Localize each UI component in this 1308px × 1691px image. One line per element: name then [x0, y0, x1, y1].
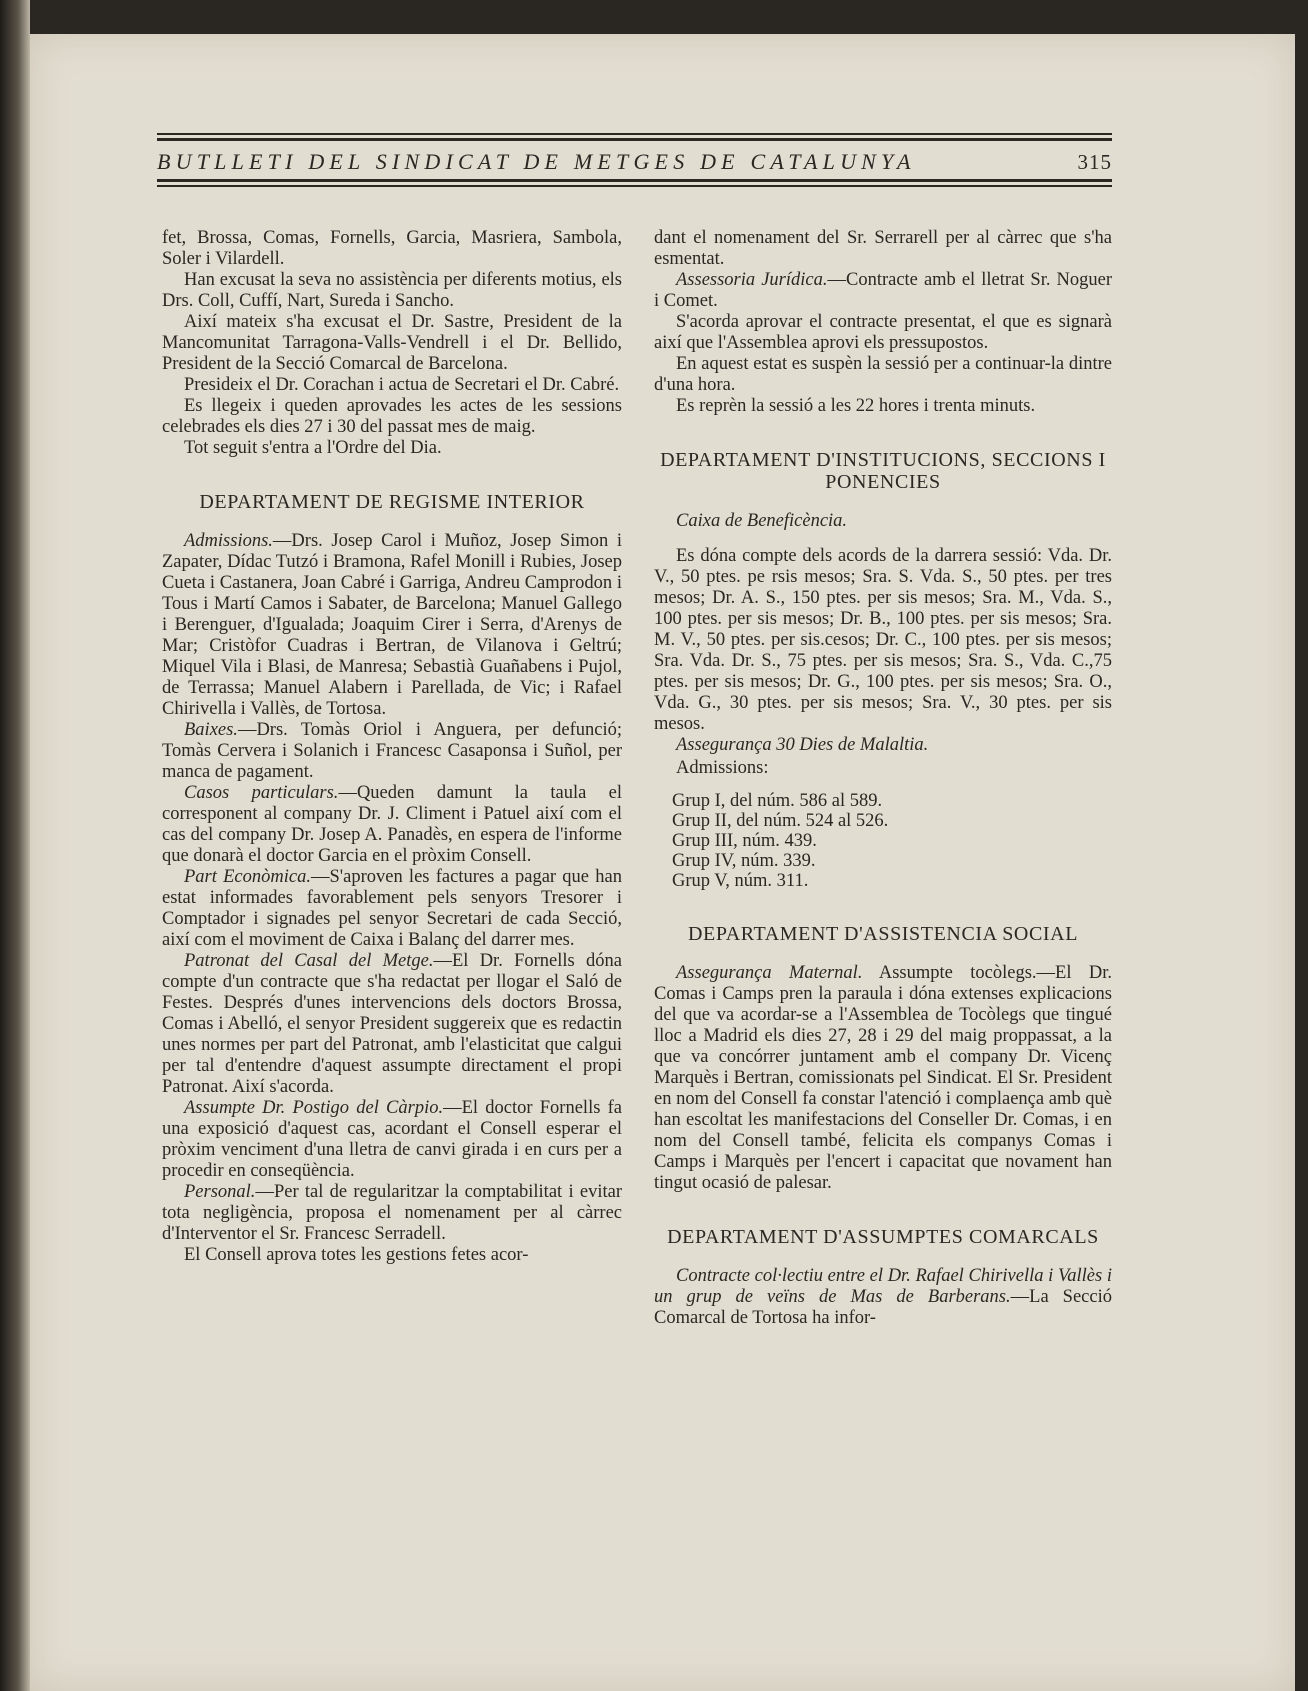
section-heading: DEPARTAMENT D'INSTITUCIONS, SECCIONS I PONENCIES — [660, 449, 1106, 493]
paragraph: Així mateix s'ha excusat el Dr. Sastre, President de la Mancomunitat Tarragona-Valls-Vendrell i el Dr. Bellido, President de la Secció Comarcal de Barcelona. — [162, 312, 622, 374]
run-in-label: Part Econòmica. — [184, 867, 311, 887]
run-in-label: Patronat del Casal del Metge. — [184, 951, 434, 971]
list-item: Grup V, núm. 311. — [672, 871, 809, 891]
list-item: Grup IV, núm. 339. — [672, 851, 816, 871]
left-column — [162, 228, 622, 1266]
paragraph-personal — [162, 1182, 622, 1245]
run-in-label: Personal. — [184, 1182, 256, 1202]
subsection-title: Assegurança 30 Dies de Malaltia. — [676, 735, 929, 755]
paragraph: dant el nomenament del Sr. Serrarell per al càrrec que s'ha esmentat. — [654, 228, 1112, 269]
paragraph-part-economica — [162, 867, 622, 951]
page-binding — [0, 0, 30, 1691]
running-header — [157, 133, 1112, 191]
paragraph-assumpte — [162, 1098, 622, 1182]
section-heading: DEPARTAMENT D'ASSUMPTES COMARCALS — [667, 1226, 1099, 1248]
paragraph-text: —Per tal de regularitzar la comptabilitat i evitar tota negligència, proposa el nomenament per al càrrec d'Interventor el Sr. Francesc Serradell. — [162, 1182, 622, 1244]
header-rule-top — [157, 133, 1112, 135]
run-in-label: Assegurança Maternal. — [676, 963, 863, 983]
paragraph-patronat — [162, 951, 622, 1098]
header-rule-bottom-thick — [157, 179, 1112, 182]
paragraph-text: —El Dr. Fornells dóna compte d'un contracte que s'ha redactat per llogar el Saló de Festes. Després d'unes intervencions dels doctors Brossa, Comas i Abelló, el senyor President suggereix que es redactin unes normes per part del Patronat, amb l'elasticitat que calgui per tal d'entendre d'aquest assumpte directament el propi Patronat. Així s'acorda. — [162, 951, 622, 1097]
right-column — [654, 228, 1112, 1329]
paragraph: Es llegeix i queden aprovades les actes de les sessions celebrades els dies 27 i 30 del passat mes de maig. — [162, 396, 622, 437]
list-label: Admissions: — [676, 758, 769, 778]
subsection-title: Caixa de Beneficència. — [676, 511, 848, 531]
paragraph: fet, Brossa, Comas, Fornells, Garcia, Masriera, Sambola, Soler i Vilardell. — [162, 228, 622, 269]
run-in-label: Casos particulars. — [184, 783, 339, 803]
paragraph-assessoria — [654, 270, 1112, 312]
header-rule-top-thick — [157, 138, 1112, 141]
paragraph: Tot seguit s'entra a l'Ordre del Dia. — [184, 438, 442, 458]
journal-title: BUTLLETI DEL SINDICAT DE METGES DE CATALUNYA — [157, 149, 916, 174]
paragraph-admissions — [162, 531, 622, 720]
header-rule-bottom — [157, 185, 1112, 187]
run-in-label: Admissions. — [184, 531, 273, 551]
paragraph-text: —Drs. Tomàs Oriol i Anguera, per defunció; Tomàs Cervera i Solanich i Francesc Casaponsa i Suñol, per manca de pagament. — [162, 720, 622, 782]
page-number: 315 — [1077, 150, 1112, 174]
paragraph-text: —Drs. Josep Carol i Muñoz, Josep Simon i Zapater, Dídac Tutzó i Bramona, Rafel Monill i Rubies, Josep Cueta i Castanera, Joan Cabré i Garriga, Andreu Camprodon i Tous i Martí Camos i Sabater, de Barcelona; Manuel Gallego i Berenguer, d'Igualada; Joaquim Cirer i Serra, d'Arenys de Mar; Cristòfor Cuadras i Bertran, de Vilanova i Geltrú; Miquel Vila i Blasi, de Manresa; Sebastià Guañabens i Pujol, de Terrassa; Manuel Alabern i Parellada, de Vic; i Rafael Chirivella i Vallès, de Tortosa. — [162, 531, 622, 719]
list-item: Grup III, núm. 439. — [672, 831, 817, 851]
paragraph-text: Assumpte tocòlegs.—El Dr. Comas i Camps pren la paraula i dóna extenses explicacions del que va acordar-se a l'Assemblea de Tocòlegs que tingué lloc a Madrid els dies 27, 28 i 29 del maig proppassat, a la que va concórrer juntament amb el company Dr. Vicenç Marquès i Bertran, comissionats pel Sindicat. El Sr. President en nom del Consell fa constar l'atenció i complaença amb què han escoltat les manifestacions del Conseller Dr. Comas, i en nom del Consell també, felicita els companys Comas i Camps i Marquès per l'encert i capacitat que novament han tingut ocasió de palesar. — [654, 963, 1112, 1193]
paragraph-baixes — [162, 720, 622, 783]
paragraph: El Consell aprova totes les gestions fetes acor- — [184, 1245, 529, 1265]
paragraph-text: —Queden damunt la taula el corresponent al company Dr. J. Climent i Patuel així com el cas del company Dr. Josep A. Panadès, en espera de l'informe que donarà el doctor Garcia en el pròxim Consell. — [162, 783, 622, 866]
run-in-label: Contracte col·lectiu entre el Dr. Rafael Chirivella i Vallès i un grup de veïns de Mas de Barberans. — [654, 1266, 1112, 1307]
paragraph: Es reprèn la sessió a les 22 hores i trenta minuts. — [676, 396, 1036, 416]
paragraph-text: —La Secció Comarcal de Tortosa ha infor- — [654, 1287, 1112, 1328]
group-list — [672, 791, 1112, 891]
paragraph: S'acorda aprovar el contracte presentat, el que es signarà així que l'Assemblea aprovi els pressupostos. — [654, 312, 1112, 353]
paragraph: Presideix el Dr. Corachan i actua de Secretari el Dr. Cabré. — [184, 375, 620, 395]
run-in-label: Assessoria Jurídica. — [676, 270, 828, 290]
paragraph-text: —S'aproven les factures a pagar que han estat informades favorablement pels senyors Tresorer i Comptador i signades pel senyor Secretari de cada Secció, així com el moviment de Caixa i Balanç del darrer mes. — [162, 867, 622, 950]
run-in-label: Assumpte Dr. Postigo del Càrpio. — [184, 1098, 444, 1118]
list-item: Grup I, del núm. 586 al 589. — [672, 791, 883, 811]
section-heading: DEPARTAMENT D'ASSISTENCIA SOCIAL — [687, 923, 1079, 945]
section-heading: DEPARTAMENT DE REGISME INTERIOR — [199, 491, 585, 513]
paragraph-text: —Contracte amb el lletrat Sr. Noguer i Comet. — [654, 270, 1112, 311]
paragraph-maternal — [654, 963, 1112, 1194]
list-item: Grup II, del núm. 524 al 526. — [672, 811, 889, 831]
paragraph-text: —El doctor Fornells fa una exposició d'aquest cas, acordant el Consell esperar el pròxim venciment d'una lletra de canvi girada i en curs per a procedir en conseqüència. — [162, 1098, 623, 1181]
paragraph: Es dóna compte dels acords de la darrera sessió: Vda. Dr. V., 50 ptes. pe rsis mesos; Sra. S. Vda. S., 50 ptes. per tres mesos; Dr. A. S., 150 ptes. per sis mesos; Sra. M., Vda. S., 100 ptes. per sis mesos; Dr. B., 100 ptes. per sis mesos; Sra. M. V., 50 ptes. per sis.cesos; Dr. C., 100 ptes. per sis mesos; Sra. Vda. Dr. S., 75 ptes. per sis mesos; Sra. S., Vda. C.,75 ptes. per sis mesos; Dr. G., 100 ptes. per sis mesos; Sra. O., Vda. G., 30 ptes. per sis mesos; Sra. V., 30 ptes. per sis mesos. — [654, 546, 1112, 734]
paragraph-contracte — [654, 1266, 1112, 1329]
run-in-label: Baixes. — [184, 720, 238, 740]
paragraph: Han excusat la seva no assistència per diferents motius, els Drs. Coll, Cuffí, Nart, Sureda i Sancho. — [162, 270, 622, 311]
paragraph-casos — [162, 783, 622, 867]
paragraph: En aquest estat es suspèn la sessió per a continuar-la dintre d'una hora. — [654, 354, 1112, 395]
